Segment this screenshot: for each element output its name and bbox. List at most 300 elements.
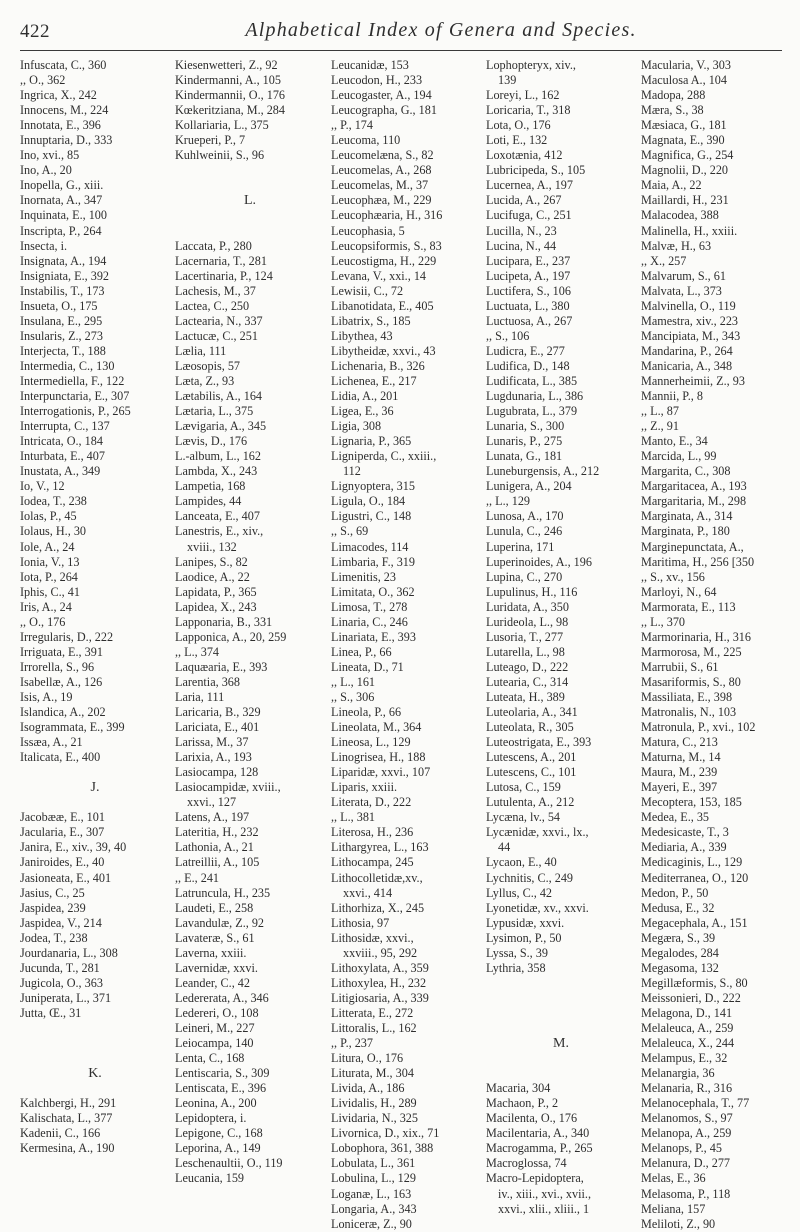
index-entry: Lampides, 44 xyxy=(175,494,242,509)
index-entry: Lathonia, A., 21 xyxy=(175,840,254,855)
index-entry: Marmorosa, M., 225 xyxy=(641,644,742,659)
index-entry: Irregularis, D., 222 xyxy=(20,629,114,644)
index-entry: Luctifera, S., 106 xyxy=(486,283,571,298)
index-entry: Lampetia, 168 xyxy=(175,479,246,494)
index-entry: Medea, E., 35 xyxy=(641,810,710,825)
index-entry: Magnata, E., 390 xyxy=(641,133,725,148)
index-entry: Lepigone, C., 168 xyxy=(175,1126,263,1141)
index-entry: Limacodes, 114 xyxy=(331,539,409,554)
index-entry: Lichenea, E., 217 xyxy=(331,373,417,388)
index-entry: Kiesenwetteri, Z., 92 xyxy=(175,58,278,72)
index-entry: ,, L., 370 xyxy=(641,614,686,629)
index-entry: Lapponica, A., 20, 259 xyxy=(175,629,287,644)
index-entry: Iphis, C., 41 xyxy=(20,584,80,599)
index-entry: Lota, O., 176 xyxy=(486,118,551,133)
index-entry: Literosa, H., 236 xyxy=(331,825,414,840)
index-entry: Lithoxylea, H., 232 xyxy=(331,975,427,990)
index-entry: iv., xiii., xvi., xvii., xyxy=(498,1186,591,1201)
index-column-4 xyxy=(486,58,636,1217)
index-entry: Jaspidea, 239 xyxy=(20,900,86,915)
index-entry: Innotata, E., 396 xyxy=(20,118,101,133)
index-entry: Leucophæa, M., 229 xyxy=(331,193,432,208)
index-entry: Laria, 111 xyxy=(175,689,225,704)
index-entry: Loricaria, T., 318 xyxy=(486,103,571,118)
index-entry: Interrupta, C., 137 xyxy=(20,419,110,434)
index-entry: Melanura, D., 277 xyxy=(641,1156,731,1171)
index-entry: Lividaria, N., 325 xyxy=(331,1111,418,1126)
index-entry: Melanops, P., 45 xyxy=(641,1141,722,1156)
index-entry: Lusoria, T., 277 xyxy=(486,629,564,644)
index-entry: Melasoma, P., 118 xyxy=(641,1186,731,1201)
index-entry: Janira, E., xiv., 39, 40 xyxy=(20,840,127,855)
index-entry: Longaria, A., 343 xyxy=(331,1201,417,1216)
section-letter: K. xyxy=(88,1066,102,1082)
index-entry: Lithocampa, 245 xyxy=(331,855,414,870)
index-entry: Janiroides, E., 40 xyxy=(20,855,105,870)
index-entry: Marginepunctata, A., xyxy=(641,539,744,554)
index-entry: Italicata, E., 400 xyxy=(20,750,101,765)
running-title: Alphabetical Index of Genera and Species. xyxy=(245,19,637,41)
index-entry: Lugdunaria, L., 386 xyxy=(486,389,584,404)
index-entry: Luperinoides, A., 196 xyxy=(486,554,592,569)
index-entry: Linariata, E., 393 xyxy=(331,629,416,644)
index-entry: Kollariaria, L., 375 xyxy=(175,118,269,133)
index-entry: Macilenta, O., 176 xyxy=(486,1111,578,1126)
index-entry: Marloyi, N., 64 xyxy=(641,584,717,599)
index-entry: Lineolata, M., 364 xyxy=(331,720,422,735)
index-entry: Issæa, A., 21 xyxy=(20,735,83,750)
index-entry: Lithorhiza, X., 245 xyxy=(331,900,425,915)
index-entry: Literata, D., 222 xyxy=(331,795,412,810)
index-column-5 xyxy=(641,58,791,1232)
index-entry: Lividalis, H., 289 xyxy=(331,1096,417,1111)
index-entry: Ligula, O., 184 xyxy=(331,494,406,509)
index-entry: Lachesis, M., 37 xyxy=(175,283,256,298)
index-entry: Livornica, D., xix., 71 xyxy=(331,1126,440,1141)
index-entry: Mediaria, A., 339 xyxy=(641,840,727,855)
index-entry: Leucomelas, A., 268 xyxy=(331,163,432,178)
index-entry: Loreyi, L., 162 xyxy=(486,88,560,103)
index-entry: Lucida, A., 267 xyxy=(486,193,562,208)
index-entry: Lithoxylata, A., 359 xyxy=(331,960,429,975)
index-entry: ,, L., 129 xyxy=(486,494,531,509)
index-entry: Innocens, M., 224 xyxy=(20,103,109,118)
index-entry: Macaria, 304 xyxy=(486,1081,551,1096)
index-entry: Lychnitis, C., 249 xyxy=(486,870,574,885)
index-entry: Malvata, L., 373 xyxy=(641,283,722,298)
index-entry: ,, S., 306 xyxy=(331,689,375,704)
index-entry: Lurideola, L., 98 xyxy=(486,614,569,629)
index-entry: Kalchbergi, H., 291 xyxy=(20,1096,117,1111)
index-entry: ,, O., 362 xyxy=(20,73,66,88)
index-entry: Medesicaste, T., 3 xyxy=(641,825,729,840)
index-entry: Lutulenta, A., 212 xyxy=(486,795,575,810)
index-entry: Lunigera, A., 204 xyxy=(486,479,572,494)
index-entry: Kuhlweinii, S., 96 xyxy=(175,148,265,163)
index-entry: Luteolaria, A., 341 xyxy=(486,705,578,720)
index-entry: Marcida, L., 99 xyxy=(641,449,717,464)
index-column-2 xyxy=(175,58,325,1187)
index-entry: Lapidea, X., 243 xyxy=(175,599,257,614)
index-entry: Lucernea, A., 197 xyxy=(486,178,573,193)
index-entry: Leucopsiformis, S., 83 xyxy=(331,238,442,253)
blank-line xyxy=(20,1036,170,1051)
index-entry: Lanceata, E., 407 xyxy=(175,509,260,524)
index-entry: Lacertinaria, P., 124 xyxy=(175,268,273,283)
index-entry: Luteolata, R., 305 xyxy=(486,720,574,735)
index-entry: Ludifica, D., 148 xyxy=(486,358,570,373)
index-entry: Kindermanni, A., 105 xyxy=(175,73,281,88)
index-entry: Lætabilis, A., 164 xyxy=(175,389,263,404)
index-entry: Litura, O., 176 xyxy=(331,1051,404,1066)
index-entry: Iolas, P., 45 xyxy=(20,509,77,524)
index-entry: Iole, A., 24 xyxy=(20,539,75,554)
blank-line xyxy=(486,991,636,1006)
index-entry: Marginata, P., 180 xyxy=(641,524,730,539)
index-entry: Isogrammata, E., 399 xyxy=(20,720,125,735)
index-entry: Lobophora, 361, 388 xyxy=(331,1141,434,1156)
index-entry: Melaleuca, X., 244 xyxy=(641,1036,735,1051)
index-entry: Megillæformis, S., 80 xyxy=(641,975,748,990)
index-entry: Lineola, P., 66 xyxy=(331,705,402,720)
index-entry: Livida, A., 186 xyxy=(331,1081,405,1096)
index-entry: Melanopa, A., 259 xyxy=(641,1126,732,1141)
index-entry: Lithosidæ, xxvi., xyxy=(331,930,414,945)
index-entry: Lycænidæ, xxvi., lx., xyxy=(486,825,589,840)
blank-line xyxy=(175,163,325,178)
index-entry: Kindermannii, O., 176 xyxy=(175,88,286,103)
index-entry: Marmorata, E., 113 xyxy=(641,599,736,614)
index-entry: Lobulata, L., 361 xyxy=(331,1156,416,1171)
index-entry: Loxotænia, 412 xyxy=(486,148,563,163)
index-entry: Kalischata, L., 377 xyxy=(20,1111,113,1126)
index-entry: Margarita, C., 308 xyxy=(641,464,731,479)
index-entry: Melaleuca, A., 259 xyxy=(641,1021,734,1035)
index-entry: ,, S., 106 xyxy=(486,328,530,343)
index-entry: xxviii., 95, 292 xyxy=(343,945,418,960)
index-entry: Insulana, E., 295 xyxy=(20,313,103,328)
index-entry: Innuptaria, D., 333 xyxy=(20,133,113,148)
blank-line xyxy=(486,1066,636,1081)
index-entry: Leporina, A., 149 xyxy=(175,1141,261,1156)
index-entry: Lapponaria, B., 331 xyxy=(175,614,273,629)
index-entry: ,, L., 161 xyxy=(331,674,376,689)
index-entry: Limenitis, 23 xyxy=(331,569,396,584)
index-entry: Inornata, A., 347 xyxy=(20,193,103,208)
index-entry: Leucomelæna, S., 82 xyxy=(331,148,434,163)
index-entry: Lineosa, L., 129 xyxy=(331,735,411,750)
index-entry: xviii., 132 xyxy=(187,539,237,554)
index-entry: Margaritaria, M., 298 xyxy=(641,494,747,509)
index-entry: Kœkeritziana, M., 284 xyxy=(175,103,285,118)
index-entry: Leucania, 159 xyxy=(175,1171,245,1186)
index-entry: Leucophæaria, H., 316 xyxy=(331,208,443,223)
index-entry: Macrogamma, P., 265 xyxy=(486,1141,593,1156)
index-entry: Medicaginis, L., 129 xyxy=(641,855,743,870)
index-entry: Lunosa, A., 170 xyxy=(486,509,564,524)
index-entry: Lapidata, P., 365 xyxy=(175,584,257,599)
index-entry: Loniceræ, Z., 90 xyxy=(331,1216,412,1231)
index-entry: Leucophasia, 5 xyxy=(331,223,405,238)
index-columns xyxy=(20,58,790,1231)
index-entry: Lignyoptera, 315 xyxy=(331,479,415,494)
index-entry: Mecoptera, 153, 185 xyxy=(641,795,742,810)
index-entry: Linaria, C., 246 xyxy=(331,614,408,629)
index-entry: Loganæ, L., 163 xyxy=(331,1186,412,1201)
index-entry: Insigniata, E., 392 xyxy=(20,268,110,283)
index-entry: Lineata, D., 71 xyxy=(331,659,404,674)
index-entry: Malvarum, S., 61 xyxy=(641,268,726,283)
index-entry: Læta, Z., 93 xyxy=(175,373,235,388)
blank-line xyxy=(20,795,170,810)
index-entry: Lucipara, E., 237 xyxy=(486,253,571,268)
index-entry: Mandarina, P., 264 xyxy=(641,343,733,358)
index-entry: Jourdanaria, L., 308 xyxy=(20,945,118,960)
index-entry: Inustata, A., 349 xyxy=(20,464,101,479)
index-entry: Marmorinaria, H., 316 xyxy=(641,629,751,644)
index-entry: Lucipeta, A., 197 xyxy=(486,268,571,283)
index-entry: Jutta, Œ., 31 xyxy=(20,1005,82,1020)
index-entry: ,, L., 87 xyxy=(641,404,679,419)
index-entry: Ligniperda, C., xxiii., xyxy=(331,449,437,464)
index-entry: Lævigaria, A., 345 xyxy=(175,419,267,434)
index-entry: Luperina, 171 xyxy=(486,539,555,554)
index-entry: Lælia, 111 xyxy=(175,343,227,358)
index-entry: ,, L., 381 xyxy=(331,810,376,825)
index-entry: ,, L., 374 xyxy=(175,644,220,659)
index-entry: Lambda, X., 243 xyxy=(175,464,258,479)
index-entry: Lavateræ, S., 61 xyxy=(175,930,255,945)
index-entry: Meissonieri, D., 222 xyxy=(641,990,741,1005)
index-entry: Laudeti, E., 258 xyxy=(175,900,254,915)
index-entry: Lycaon, E., 40 xyxy=(486,855,557,870)
index-entry: Lutarella, L., 98 xyxy=(486,644,565,659)
index-entry: Maturna, M., 14 xyxy=(641,750,721,765)
index-entry: Manto, E., 34 xyxy=(641,434,708,449)
section-letter: J. xyxy=(90,780,100,796)
index-entry: Lævis, D., 176 xyxy=(175,434,248,449)
index-entry: Mæsiaca, G., 181 xyxy=(641,118,727,133)
index-entry: Kadenii, C., 166 xyxy=(20,1126,101,1141)
index-entry: Maculosa A., 104 xyxy=(641,73,727,88)
index-entry: Lavandulæ, Z., 92 xyxy=(175,915,265,930)
index-entry: Melagona, D., 141 xyxy=(641,1005,733,1020)
index-entry: Leucostigma, H., 229 xyxy=(331,253,437,268)
index-entry: Leucanidæ, 153 xyxy=(331,58,409,72)
index-entry: Lignaria, P., 365 xyxy=(331,434,412,449)
index-entry: Insularis, Z., 273 xyxy=(20,328,103,343)
index-entry: Lariciata, E., 401 xyxy=(175,720,260,735)
index-entry: Inscripta, P., 264 xyxy=(20,223,102,238)
index-entry: Larixia, A., 193 xyxy=(175,750,252,765)
index-entry: Lyllus, C., 42 xyxy=(486,885,553,900)
index-entry: Lentiscaria, S., 309 xyxy=(175,1066,270,1081)
index-entry: Malinella, H., xxiii. xyxy=(641,223,738,238)
index-entry: Ionia, V., 13 xyxy=(20,554,80,569)
blank-line xyxy=(486,1021,636,1036)
index-entry: Jucunda, T., 281 xyxy=(20,960,100,975)
index-entry: Lypusidæ, xxvi. xyxy=(486,915,565,930)
index-entry: Irriguata, E., 391 xyxy=(20,644,103,659)
index-entry: Megacephala, A., 151 xyxy=(641,915,748,930)
blank-line xyxy=(486,1051,636,1066)
index-entry: Lactucæ, C., 251 xyxy=(175,328,258,343)
index-entry: Lichenaria, B., 326 xyxy=(331,358,425,373)
index-entry: Lactea, C., 250 xyxy=(175,298,250,313)
index-entry: Liturata, M., 304 xyxy=(331,1066,414,1081)
index-entry: Latens, A., 197 xyxy=(175,810,250,825)
index-entry: ,, P., 237 xyxy=(331,1036,373,1051)
index-entry: Loti, E., 132 xyxy=(486,133,548,148)
index-entry: Lepidoptera, i. xyxy=(175,1111,247,1126)
index-entry: Leucogaster, A., 194 xyxy=(331,88,432,103)
index-entry: Masariformis, S., 80 xyxy=(641,674,741,689)
index-entry: Lunata, G., 181 xyxy=(486,449,563,464)
index-entry: Lyssa, S., 39 xyxy=(486,945,548,960)
section-letter: M. xyxy=(553,1036,569,1052)
index-entry: Lutosa, C., 159 xyxy=(486,780,561,795)
index-entry: Litterata, E., 272 xyxy=(331,1005,414,1020)
index-entry: 112 xyxy=(343,464,361,479)
index-entry: Madopa, 288 xyxy=(641,88,706,103)
blank-line xyxy=(175,208,325,223)
index-entry: Mancipiata, M., 343 xyxy=(641,328,741,343)
index-entry: Leucodon, H., 233 xyxy=(331,73,423,88)
index-entry: Iota, P., 264 xyxy=(20,569,78,584)
index-entry: Infuscata, C., 360 xyxy=(20,58,107,72)
index-entry: Laverna, xxiii. xyxy=(175,945,247,960)
index-entry: Megæra, S., 39 xyxy=(641,930,716,945)
index-entry: Ligustri, C., 148 xyxy=(331,509,412,524)
blank-line xyxy=(486,976,636,991)
index-entry: Lavernidæ, xxvi. xyxy=(175,960,258,975)
index-entry: Lobulina, L., 129 xyxy=(331,1171,416,1186)
index-entry: Marginata, A., 314 xyxy=(641,509,733,524)
section-letter: L. xyxy=(243,193,257,209)
index-entry: Matronula, P., xvi., 102 xyxy=(641,720,756,735)
index-entry: Melampus, E., 32 xyxy=(641,1051,728,1066)
index-entry: Leonina, A., 200 xyxy=(175,1096,257,1111)
index-entry: Insueta, O., 175 xyxy=(20,298,98,313)
index-entry: Luneburgensis, A., 212 xyxy=(486,464,600,479)
index-entry: Lasiocampidæ, xviii., xyxy=(175,780,281,795)
index-entry: Io, V., 12 xyxy=(20,479,65,494)
index-entry: Ludicra, E., 277 xyxy=(486,343,565,358)
index-entry: Linogrisea, H., 188 xyxy=(331,750,426,765)
index-entry: Interpunctaria, E., 307 xyxy=(20,389,130,404)
index-entry: Malvinella, O., 119 xyxy=(641,298,736,313)
index-entry: Inturbata, E., 407 xyxy=(20,449,105,464)
index-entry: Liparidæ, xxvi., 107 xyxy=(331,765,431,780)
index-entry: xxvi., 127 xyxy=(187,795,237,810)
index-column-3 xyxy=(331,58,481,1232)
index-entry: Laquæaria, E., 393 xyxy=(175,659,268,674)
index-entry: Lunula, C., 246 xyxy=(486,524,563,539)
index-entry: Megalodes, 284 xyxy=(641,945,719,960)
index-entry: Lætaria, L., 375 xyxy=(175,404,254,419)
index-entry: ,, S., xv., 156 xyxy=(641,569,705,584)
index-entry: Isabellæ, A., 126 xyxy=(20,674,103,689)
index-entry: Lucina, N., 44 xyxy=(486,238,557,253)
index-entry: Magnolii, D., 220 xyxy=(641,163,729,178)
index-entry: Interjecta, T., 188 xyxy=(20,343,106,358)
index-entry: Massiliata, E., 398 xyxy=(641,689,733,704)
index-entry: Jacobææ, E., 101 xyxy=(20,810,105,825)
index-entry: Lewisii, C., 72 xyxy=(331,283,404,298)
index-entry: Interrogationis, P., 265 xyxy=(20,404,131,419)
index-entry: Jasius, C., 25 xyxy=(20,885,85,900)
index-entry: Liparis, xxiii. xyxy=(331,780,398,795)
index-entry: 44 xyxy=(498,840,511,855)
index-entry: Luteostrigata, E., 393 xyxy=(486,735,592,750)
index-entry: Mannii, P., 8 xyxy=(641,389,703,404)
index-entry: Iodea, T., 238 xyxy=(20,494,87,509)
index-entry: Latruncula, H., 235 xyxy=(175,885,271,900)
index-entry: Marrubii, S., 61 xyxy=(641,659,719,674)
index-entry: Isis, A., 19 xyxy=(20,689,73,704)
index-entry: xxvi., 414 xyxy=(343,885,393,900)
index-entry: Ino, A., 20 xyxy=(20,163,72,178)
index-entry: Lanipes, S., 82 xyxy=(175,554,248,569)
index-entry: Intermediella, F., 122 xyxy=(20,373,125,388)
index-entry: Limbaria, F., 319 xyxy=(331,554,415,569)
index-entry: Lanestris, E., xiv., xyxy=(175,524,264,539)
index-entry: ,, E., 241 xyxy=(175,870,220,885)
index-entry: Lutescens, A., 201 xyxy=(486,750,577,765)
index-entry: Ludificata, L., 385 xyxy=(486,373,578,388)
index-entry: Juniperata, L., 371 xyxy=(20,990,112,1005)
index-entry: Maura, M., 239 xyxy=(641,765,718,780)
index-entry: Intermedia, C., 130 xyxy=(20,358,115,373)
index-entry: Littoralis, L., 162 xyxy=(331,1021,417,1035)
index-entry: Malacodea, 388 xyxy=(641,208,719,223)
index-entry: Lucilla, N., 23 xyxy=(486,223,557,238)
index-entry: Intricata, O., 184 xyxy=(20,434,103,449)
index-entry: Libytheidæ, xxvi., 43 xyxy=(331,343,436,358)
index-entry: Lithosia, 97 xyxy=(331,915,390,930)
index-entry: Lucifuga, C., 251 xyxy=(486,208,572,223)
index-entry: Lenta, C., 168 xyxy=(175,1051,245,1066)
index-entry: Linea, P., 66 xyxy=(331,644,392,659)
index-entry: Lubricipeda, S., 105 xyxy=(486,163,586,178)
index-entry: Lithargyrea, L., 163 xyxy=(331,840,429,855)
index-entry: Malvæ, H., 63 xyxy=(641,238,712,253)
index-entry: L.-album, L., 162 xyxy=(175,449,261,464)
index-entry: Lophopteryx, xiv., xyxy=(486,58,576,72)
index-entry: Mayeri, E., 397 xyxy=(641,780,718,795)
index-entry: Leucoma, 110 xyxy=(331,133,401,148)
index-entry: Luridata, A., 350 xyxy=(486,599,569,614)
blank-line xyxy=(20,1021,170,1036)
index-entry: Libythea, 43 xyxy=(331,328,393,343)
index-entry: Ligia, 308 xyxy=(331,419,382,434)
index-entry: Manicaria, A., 348 xyxy=(641,358,733,373)
index-entry: Inopella, G., xiii. xyxy=(20,178,104,193)
index-entry: ,, O., 176 xyxy=(20,614,66,629)
index-entry: Luctuata, L., 380 xyxy=(486,298,570,313)
index-entry: Margaritacea, A., 193 xyxy=(641,479,747,494)
index-entry: Maillardi, H., 231 xyxy=(641,193,729,208)
index-entry: Lutearia, C., 314 xyxy=(486,674,569,689)
index-entry: Kermesina, A., 190 xyxy=(20,1141,115,1156)
index-entry: Laodice, A., 22 xyxy=(175,569,250,584)
index-entry: xxvi., xlii., xliii., 1 xyxy=(498,1201,590,1216)
blank-line xyxy=(20,765,170,780)
index-entry: Megasoma, 132 xyxy=(641,960,719,975)
index-entry: Lactearia, N., 337 xyxy=(175,313,263,328)
index-entry: Islandica, A., 202 xyxy=(20,705,106,720)
index-entry: Machaon, P., 2 xyxy=(486,1096,559,1111)
